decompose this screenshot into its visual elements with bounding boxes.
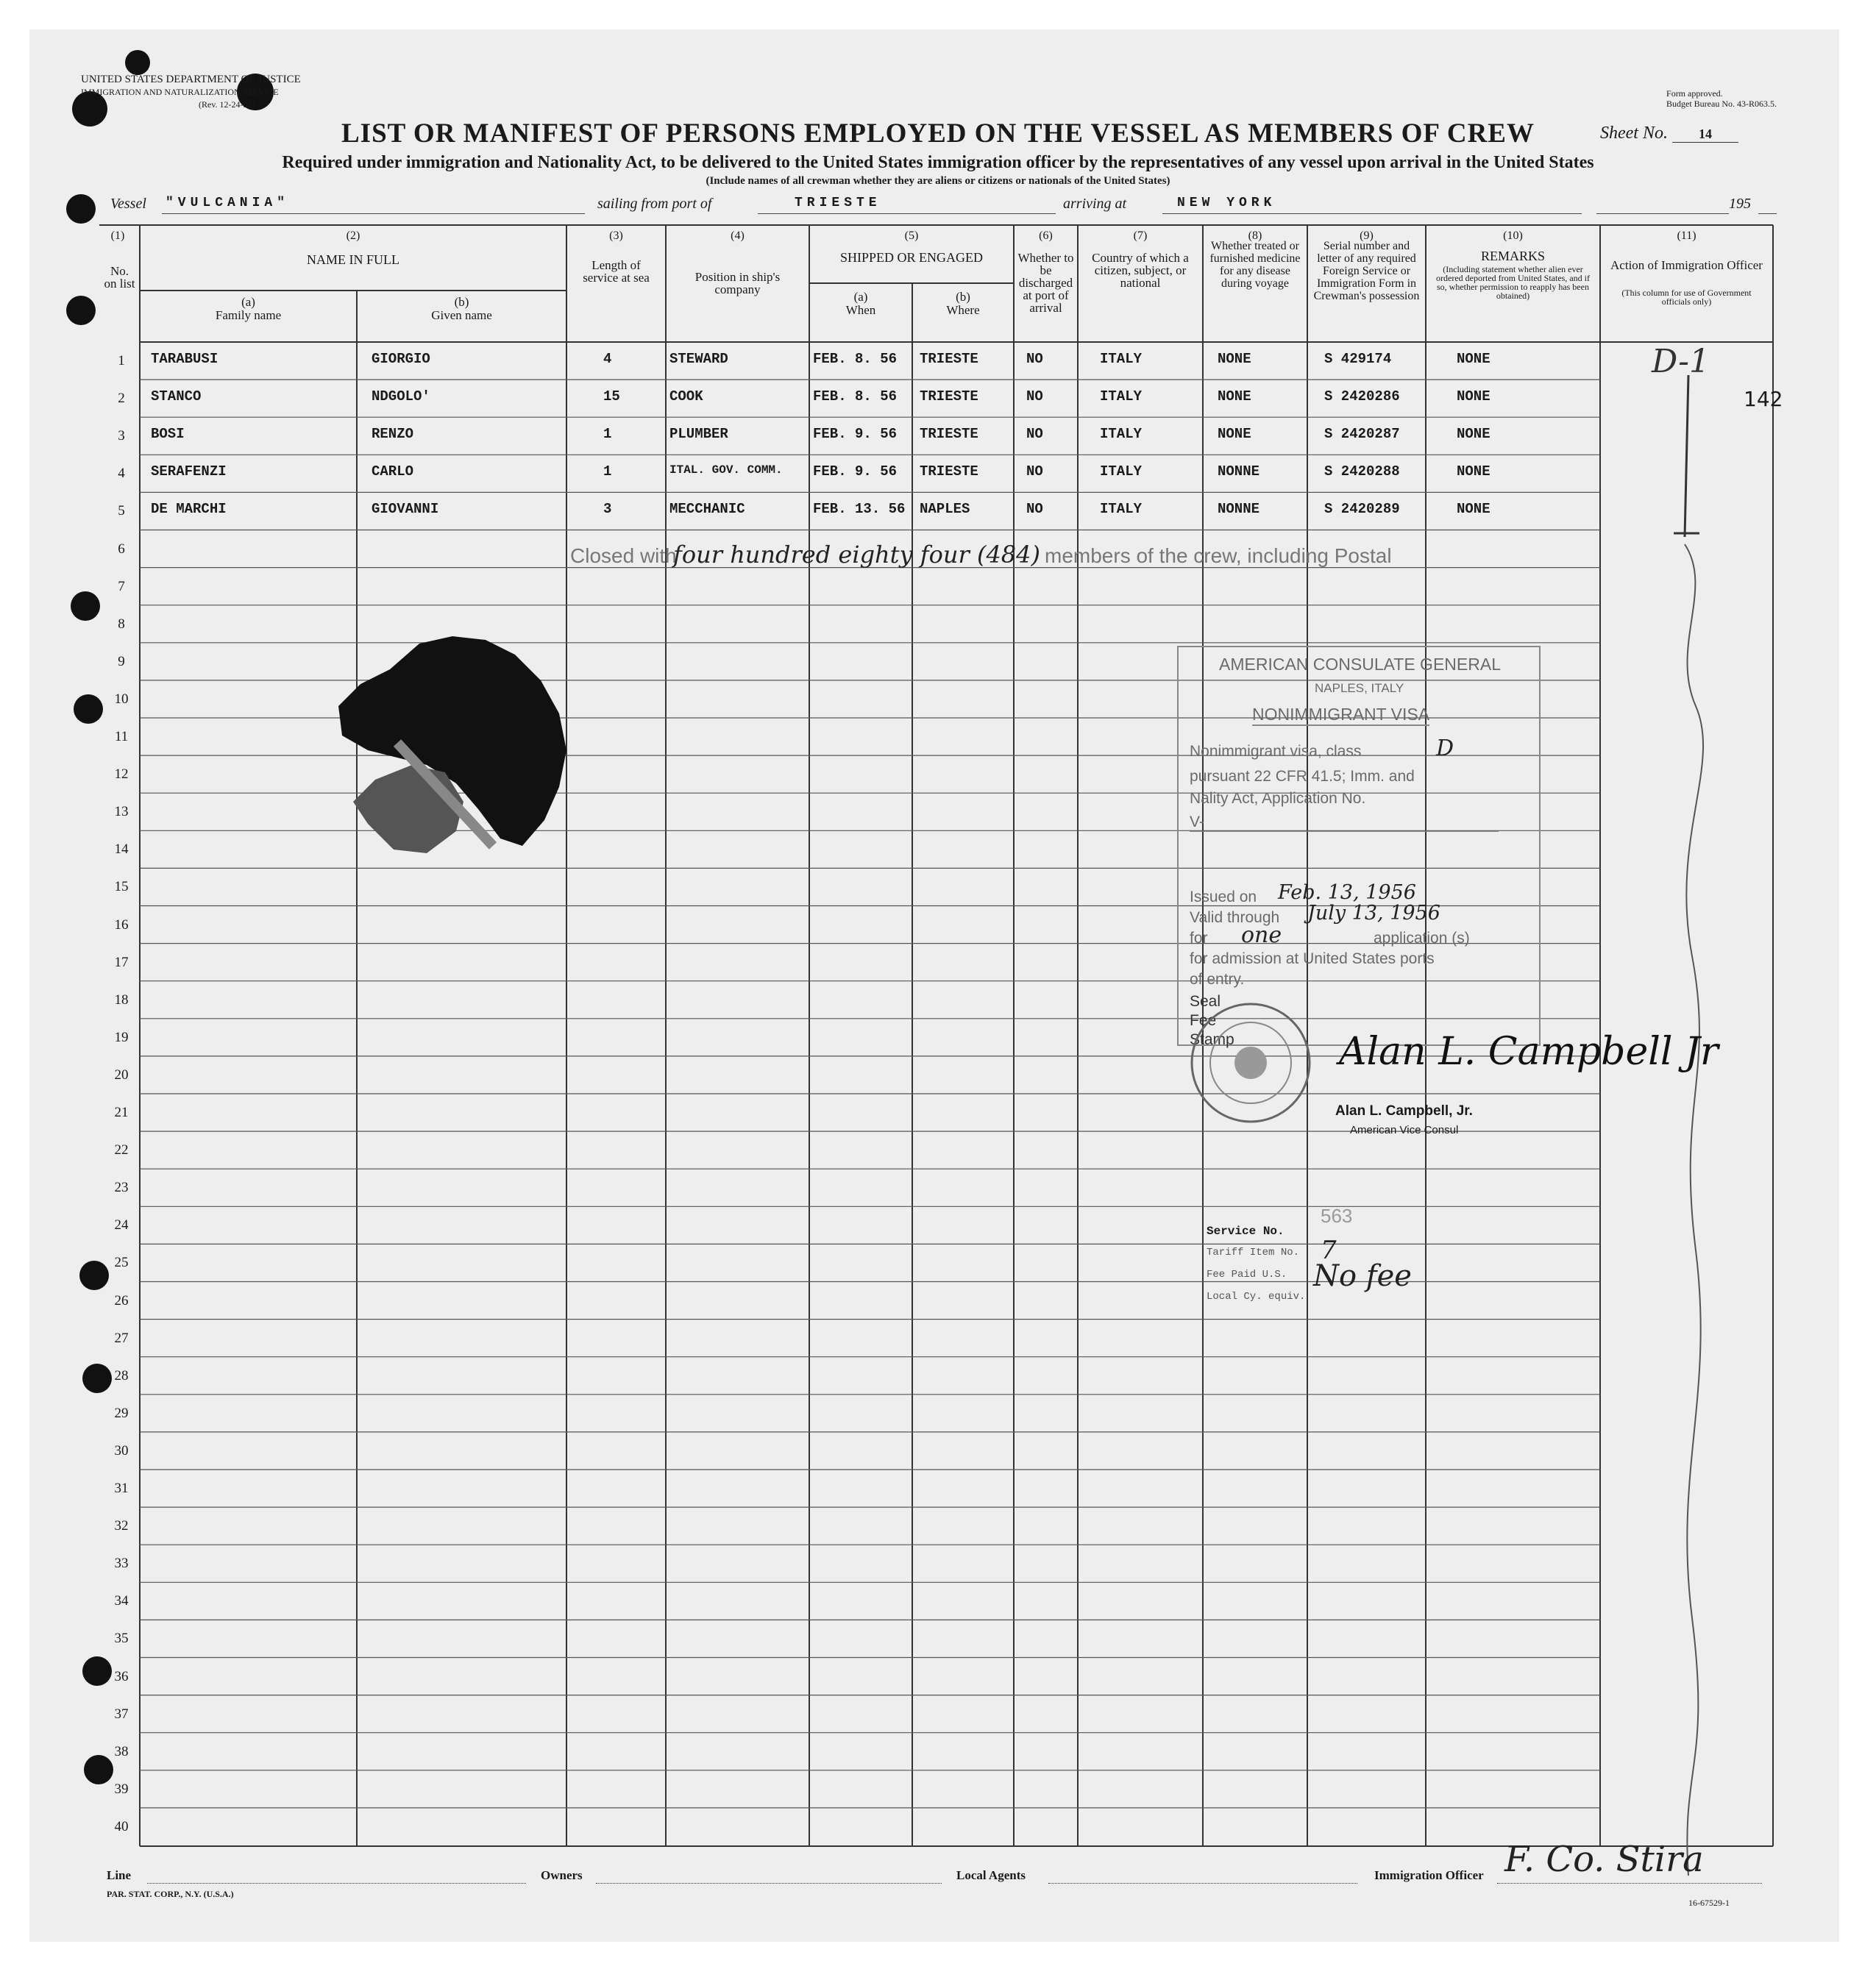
service-no-value: 563 xyxy=(1321,1205,1353,1227)
col-number: (7) xyxy=(1133,229,1148,242)
row-number: 7 xyxy=(118,578,125,594)
crew-position: MECCHANIC xyxy=(669,501,745,518)
row-number: 5 xyxy=(118,503,125,519)
row-number: 40 xyxy=(114,1818,129,1834)
include-note: (Include names of all crewman whether they are aliens or citizens or nationals of the United States) xyxy=(706,175,1170,187)
crew-remarks: NONE xyxy=(1457,426,1491,443)
stamp-v-line: V- xyxy=(1190,813,1499,832)
row-number: 16 xyxy=(114,916,129,933)
row-number: 6 xyxy=(118,541,125,557)
row-number: 28 xyxy=(114,1367,129,1384)
crew-when-engaged: FEB. 8. 56 xyxy=(813,388,898,405)
col-number: (6) xyxy=(1039,229,1053,242)
stamp-class-value: D xyxy=(1436,736,1454,761)
col-number: (3) xyxy=(609,229,623,242)
crew-family-name: BOSI xyxy=(151,426,185,443)
crew-country: ITALY xyxy=(1100,463,1143,480)
col-header-remarks-note: (Including statement whether alien ever ordered deported from United States, and if so, whether permission to reapply has been obtained) xyxy=(1436,264,1590,301)
crew-discharged: NO xyxy=(1026,501,1043,518)
crew-length-of-service: 1 xyxy=(603,426,612,443)
crew-serial-number: S 2420289 xyxy=(1324,501,1400,518)
col-header-remarks: REMARKS xyxy=(1480,249,1546,263)
form-number: 16-67529-1 xyxy=(1688,1898,1730,1908)
crew-country: ITALY xyxy=(1100,501,1143,518)
crew-remarks: NONE xyxy=(1457,463,1491,480)
crew-remarks: NONE xyxy=(1457,351,1491,367)
col-header-shipped: SHIPPED OR ENGAGED xyxy=(839,250,983,265)
row-number: 26 xyxy=(114,1292,129,1308)
row-number: 11 xyxy=(114,729,129,744)
col-header-where: Where xyxy=(946,303,980,317)
stamp-application-line: Nality Act, Application No. xyxy=(1190,790,1366,807)
row-number: 27 xyxy=(114,1330,129,1346)
handwritten-d1: D-1 xyxy=(1652,343,1710,380)
col-header-action: Action of Immigration Officer xyxy=(1610,258,1763,272)
crew-medicine: NONE xyxy=(1218,426,1251,443)
crew-family-name: DE MARCHI xyxy=(151,501,227,518)
no-fee-handwritten: No fee xyxy=(1313,1259,1412,1293)
crew-country: ITALY xyxy=(1100,426,1143,443)
tariff-value: 7 xyxy=(1321,1236,1337,1265)
row-number: 23 xyxy=(114,1180,129,1196)
sheet-number-value: 14 xyxy=(1672,127,1738,143)
row-number: 9 xyxy=(118,653,125,669)
stamp-issued-date: Feb. 13, 1956 xyxy=(1278,881,1416,904)
row-number: 31 xyxy=(114,1481,129,1496)
row-number: 21 xyxy=(114,1105,129,1120)
stamp-application-count: application (s) xyxy=(1374,930,1470,947)
arriving-port: NEW YORK xyxy=(1177,196,1276,210)
row-number: 34 xyxy=(114,1593,129,1609)
revision-date: (Rev. 12-24-52) xyxy=(199,99,255,110)
stamp-valid-date: July 13, 1956 xyxy=(1307,902,1440,925)
col-header-position: Position in ship's company xyxy=(694,270,781,296)
stamp-stamp-label: Stamp xyxy=(1190,1031,1234,1048)
crew-country: ITALY xyxy=(1100,351,1143,367)
crew-given-name: GIORGIO xyxy=(372,351,430,367)
row-number: 15 xyxy=(114,879,129,895)
col-header-given: Given name xyxy=(431,308,492,322)
service-no-label: Service No. xyxy=(1207,1225,1285,1238)
col-number: (4) xyxy=(731,229,745,242)
row-number: 10 xyxy=(114,691,129,707)
row-number: 38 xyxy=(114,1743,129,1759)
arriving-label: arriving at xyxy=(1063,196,1127,212)
stamp-cfr-line: pursuant 22 CFR 41.5; Imm. and xyxy=(1190,768,1415,785)
crew-where-engaged: TRIESTE xyxy=(920,388,978,405)
col-header-family-letter: (a) xyxy=(241,295,255,309)
crew-when-engaged: FEB. 13. 56 xyxy=(813,501,906,518)
local-currency-label: Local Cy. equiv. xyxy=(1207,1291,1306,1303)
crew-remarks: NONE xyxy=(1457,501,1491,518)
requirement-statement: Required under immigration and Nationality Act, to be delivered to the United States immigration officer by the representatives of any vessel upon arrival in the United States xyxy=(282,153,1594,172)
crew-family-name: STANCO xyxy=(151,388,202,405)
row-number: 17 xyxy=(114,954,129,970)
crew-discharged: NO xyxy=(1026,388,1043,405)
crew-position: COOK xyxy=(669,388,703,405)
row-number: 35 xyxy=(114,1631,129,1647)
col-number: (8) xyxy=(1248,229,1262,242)
col-header-where-letter: (b) xyxy=(956,290,970,304)
department-name: UNITED STATES DEPARTMENT OF JUSTICE xyxy=(81,74,301,85)
row-number: 39 xyxy=(114,1781,129,1797)
stamp-fee-label: Fee xyxy=(1190,1012,1217,1029)
row-number: 12 xyxy=(114,766,129,783)
crew-serial-number: S 2420286 xyxy=(1324,388,1400,405)
row-number: 13 xyxy=(114,804,129,820)
form-approved-text: Form approved. xyxy=(1666,88,1723,99)
crew-discharged: NO xyxy=(1026,351,1043,367)
crew-given-name: CARLO xyxy=(372,463,414,480)
stamp-valid-label: Valid through xyxy=(1190,909,1280,926)
stamp-visa-type: NONIMMIGRANT VISA xyxy=(1252,705,1429,726)
crew-medicine: NONE xyxy=(1218,351,1251,367)
crew-discharged: NO xyxy=(1026,426,1043,443)
stamp-consulate: AMERICAN CONSULATE GENERAL xyxy=(1219,655,1501,674)
crew-family-name: SERAFENZI xyxy=(151,463,227,480)
vessel-label: Vessel xyxy=(110,196,146,212)
crew-position: STEWARD xyxy=(669,351,728,367)
row-number: 33 xyxy=(114,1556,129,1572)
handwritten-142: 142 xyxy=(1744,387,1783,411)
crew-length-of-service: 3 xyxy=(603,501,612,518)
col-number: (5) xyxy=(904,229,919,242)
crew-where-engaged: TRIESTE xyxy=(920,463,978,480)
crew-serial-number: S 2420288 xyxy=(1324,463,1400,480)
stamp-city: NAPLES, ITALY xyxy=(1315,681,1404,695)
stamp-class-line: Nonimmigrant visa, class xyxy=(1190,743,1362,760)
ink-seal-blot xyxy=(324,625,603,897)
row-number: 25 xyxy=(114,1255,129,1271)
immigration-officer-signature: F. Co. Stira xyxy=(1504,1839,1704,1880)
col-header-discharged: Whether to be discharged at port of arrival xyxy=(1017,251,1074,315)
fee-paid-label: Fee Paid U.S. xyxy=(1207,1269,1287,1281)
consular-seal xyxy=(1177,989,1324,1136)
bracket-mark xyxy=(1655,368,1714,1883)
col-header-family: Family name xyxy=(215,308,282,322)
page-title: LIST OR MANIFEST OF PERSONS EMPLOYED ON THE VESSEL AS MEMBERS OF CREW xyxy=(341,118,1535,149)
col-header-given-letter: (b) xyxy=(454,295,469,309)
row-number: 4 xyxy=(118,466,125,482)
col-number: (11) xyxy=(1677,229,1696,242)
crew-length-of-service: 4 xyxy=(603,351,612,367)
row-number: 37 xyxy=(114,1706,129,1722)
stamp-for-label: for xyxy=(1190,930,1208,947)
crew-position: ITAL. GOV. COMM. xyxy=(669,463,783,477)
crew-remarks: NONE xyxy=(1457,388,1491,405)
crew-length-of-service: 1 xyxy=(603,463,612,480)
crew-medicine: NONE xyxy=(1218,388,1251,405)
closed-stamp-rest: members of the crew, including Postal xyxy=(1045,544,1392,567)
row-number: 29 xyxy=(114,1405,129,1421)
crew-when-engaged: FEB. 8. 56 xyxy=(813,351,898,367)
crew-length-of-service: 15 xyxy=(603,388,620,405)
row-number: 2 xyxy=(118,391,125,407)
consul-title: American Vice Consul xyxy=(1350,1124,1459,1136)
col-header-serial: Serial number and letter of any required Foreign Service or Immigration Form in Crewman's possession xyxy=(1313,240,1420,302)
row-number: 8 xyxy=(118,616,125,632)
footer-local-agents-label: Local Agents xyxy=(956,1868,1026,1882)
col-header-length: Length of service at sea xyxy=(583,258,650,285)
crew-where-engaged: TRIESTE xyxy=(920,426,978,443)
col-header-action-note: (This column for use of Government officials only) xyxy=(1621,288,1752,307)
row-number: 36 xyxy=(114,1668,129,1684)
crew-when-engaged: FEB. 9. 56 xyxy=(813,463,898,480)
crew-country: ITALY xyxy=(1100,388,1143,405)
col-header-medicine: Whether treated or furnished medicine for any disease during voyage xyxy=(1209,240,1301,290)
crew-medicine: NONNE xyxy=(1218,463,1260,480)
crew-medicine: NONNE xyxy=(1218,501,1260,518)
crew-discharged: NO xyxy=(1026,463,1043,480)
row-number: 32 xyxy=(114,1518,129,1534)
crew-given-name: NDGOLO' xyxy=(372,388,430,405)
crew-where-engaged: NAPLES xyxy=(920,501,970,518)
consul-signature: Alan L. Campbell Jr xyxy=(1339,1030,1719,1074)
stamp-issued-label: Issued on xyxy=(1190,889,1257,905)
crew-given-name: GIOVANNI xyxy=(372,501,439,518)
tariff-label: Tariff Item No. xyxy=(1207,1247,1300,1258)
closed-handwritten-count: four hundred eighty four (484) xyxy=(673,541,1040,569)
col-header-country: Country of which a citizen, subject, or national xyxy=(1092,251,1189,290)
crew-family-name: TARABUSI xyxy=(151,351,218,367)
row-number: 20 xyxy=(114,1067,129,1083)
crew-when-engaged: FEB. 9. 56 xyxy=(813,426,898,443)
stamp-for-count: one xyxy=(1241,922,1282,948)
row-number: 24 xyxy=(114,1217,129,1233)
budget-bureau-number: Budget Bureau No. 43-R063.5. xyxy=(1666,99,1777,109)
crew-given-name: RENZO xyxy=(372,426,414,443)
crew-serial-number: S 429174 xyxy=(1324,351,1392,367)
crew-serial-number: S 2420287 xyxy=(1324,426,1400,443)
stamp-seal-label: Seal xyxy=(1190,993,1221,1010)
stamp-admission: for admission at United States ports xyxy=(1190,950,1435,967)
vessel-name: "VULCANIA" xyxy=(166,196,290,210)
sailing-label: sailing from port of xyxy=(597,196,712,212)
row-number: 30 xyxy=(114,1442,129,1459)
col-number: (9) xyxy=(1360,229,1374,242)
printer-imprint: PAR. STAT. CORP., N.Y. (U.S.A.) xyxy=(107,1889,234,1899)
col-header-when-letter: (a) xyxy=(853,290,868,304)
year-label: 195 xyxy=(1729,196,1751,212)
row-number: 3 xyxy=(118,428,125,444)
row-number: 18 xyxy=(114,991,129,1008)
col-number: (10) xyxy=(1503,229,1523,242)
closed-stamp-text: Closed with xyxy=(570,544,677,567)
footer-immigration-officer-label: Immigration Officer xyxy=(1374,1868,1484,1882)
row-number: 19 xyxy=(114,1029,129,1045)
col-number: (1) xyxy=(110,229,125,242)
crew-position: PLUMBER xyxy=(669,426,728,443)
visa-stamp xyxy=(1177,646,1541,1046)
col-header-name: NAME IN FULL xyxy=(307,252,399,267)
footer-line-label: Line xyxy=(107,1868,132,1882)
col-header-no: No. on list xyxy=(104,264,135,291)
footer-owners-label: Owners xyxy=(541,1868,583,1882)
col-number: (2) xyxy=(346,229,360,242)
row-number: 22 xyxy=(114,1142,129,1158)
stamp-of-entry: of entry. xyxy=(1190,971,1245,988)
row-number: 14 xyxy=(114,841,129,858)
consul-name: Alan L. Campbell, Jr. xyxy=(1335,1103,1473,1119)
col-header-when: When xyxy=(845,303,876,317)
sailing-port: TRIESTE xyxy=(795,196,881,210)
row-number: 1 xyxy=(118,353,125,368)
service-name: IMMIGRATION AND NATURALIZATION SERVICE xyxy=(81,87,279,97)
sheet-label: Sheet No. xyxy=(1600,124,1668,143)
crew-where-engaged: TRIESTE xyxy=(920,351,978,367)
